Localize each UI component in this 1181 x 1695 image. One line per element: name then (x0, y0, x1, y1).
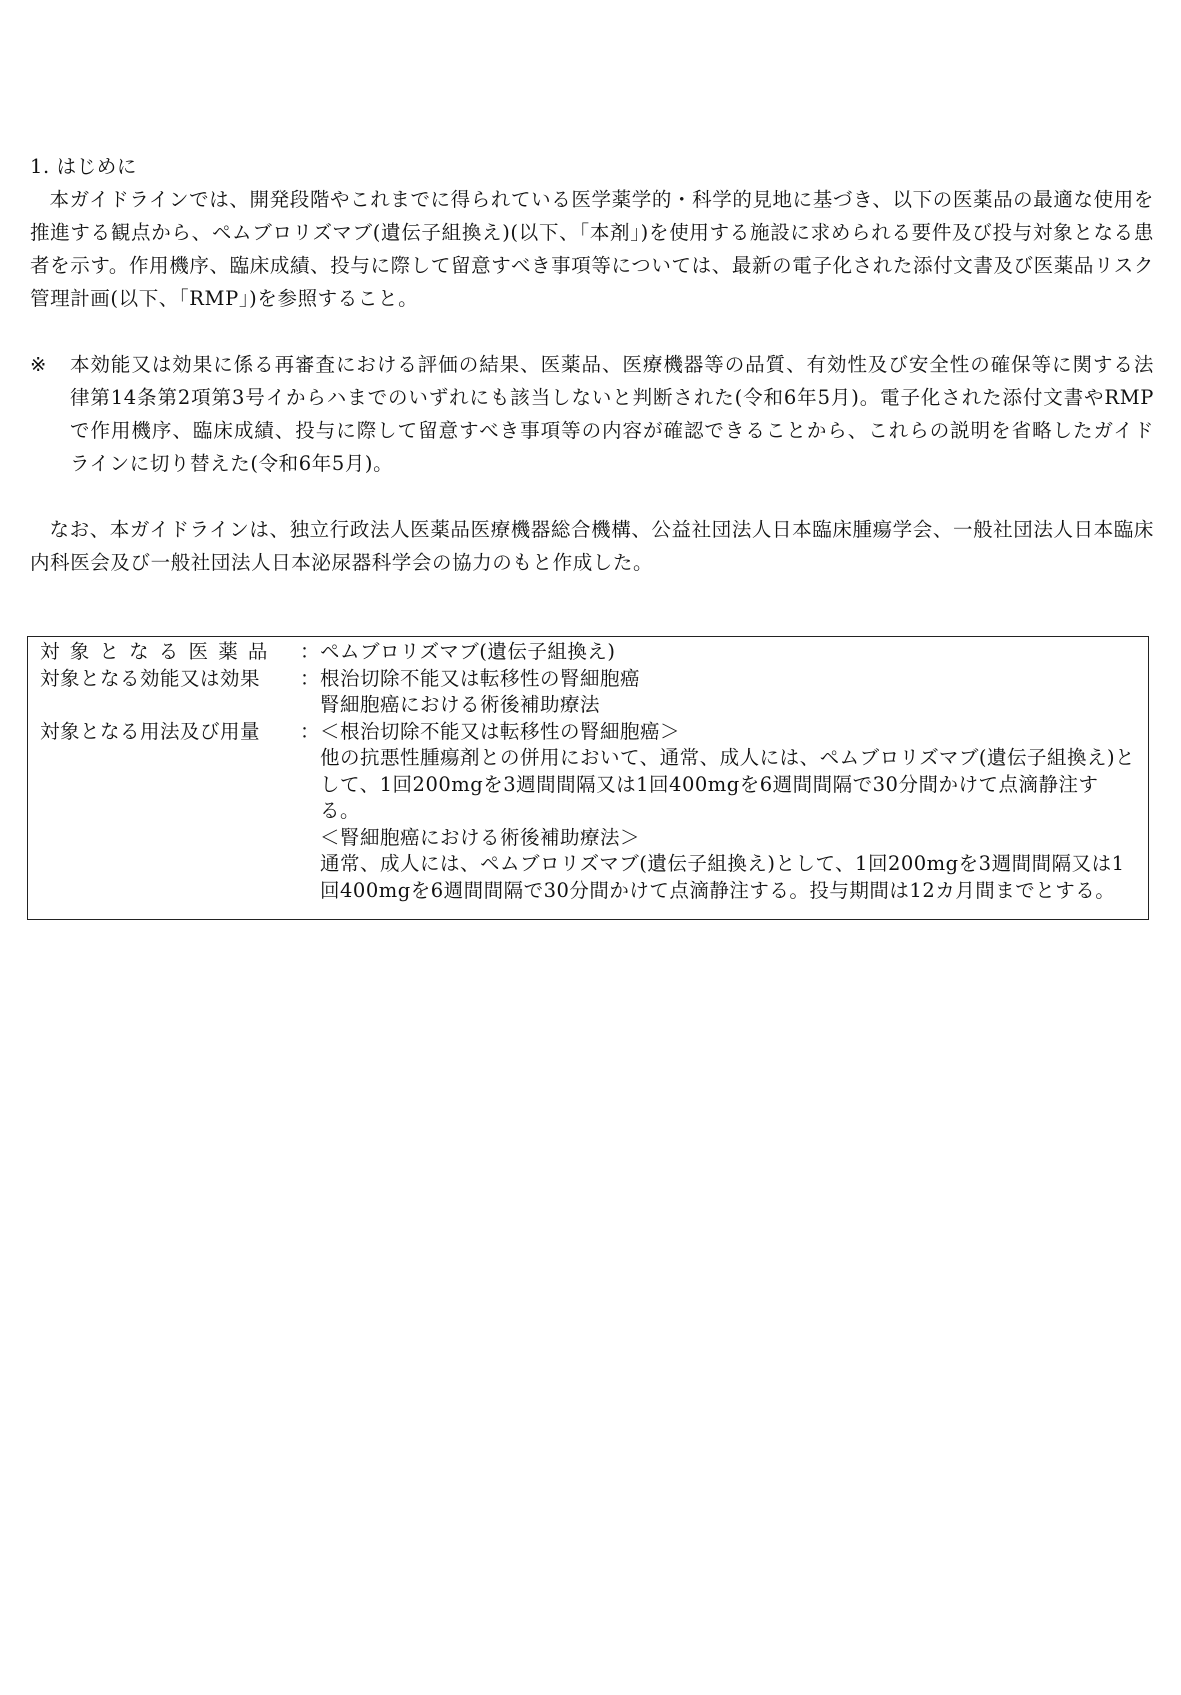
drug-row (40, 639, 1138, 666)
indication-colon: ： (300, 666, 321, 690)
cooperation-paragraph: なお、本ガイドラインは、独立行政法人医薬品医療機器総合機構、公益社団法人日本臨床腫瘍学会、一般社団法人日本臨床内科医会及び一般社団法人日本泌尿器科学会の協力のもと作成した。 (30, 518, 1154, 574)
dosage-label: 対象となる用法及び用量 (40, 719, 261, 743)
dosage-line: ＜腎細胞癌における術後補助療法＞ (320, 825, 641, 849)
section-introduction (30, 150, 1154, 579)
dosage-colon: ： (300, 719, 321, 743)
spacer (30, 480, 1154, 513)
drug-colon: ： (300, 640, 321, 663)
dosage-values (320, 719, 1138, 905)
target-summary-box (27, 636, 1149, 920)
section-heading: 1. はじめに (30, 155, 138, 178)
indication-row (40, 666, 1138, 719)
note-mark: ※ (30, 353, 47, 376)
intro-paragraph: 本ガイドラインでは、開発段階やこれまでに得られている医学薬学的・科学的見地に基づき、以下の医薬品の最適な使用を推進する観点から、ペムブロリズマブ(遺伝子組換え)(以下、「本剤」)を使用する施設に求められる要件及び投与対象となる患者を示す。作用機序、臨床成績、投与に際して留意すべき事項等については、最新の電子化された添付文書及び医薬品リスク管理計画(以下、「RMP」)を参照すること。 (30, 188, 1154, 310)
note-text: 本効能又は効果に係る再審査における評価の結果、医薬品、医療機器等の品質、有効性及び安全性の確保等に関する法律第14条第2項第3号イからハまでのいずれにも該当しないと判断された(令和6年5月)。電子化された添付文書やRMPで作用機序、臨床成績、投与に際して留意すべき事項等の内容が確認できることから、これらの説明を省略したガイドラインに切り替えた(令和6年5月)。 (70, 353, 1154, 475)
dosage-line: 通常、成人には、ペムブロリズマブ(遺伝子組換え)として、1回200mgを3週間間隔又は1回400mgを6週間間隔で30分間かけて点滴静注する。投与期間は12カ月間までとする。 (320, 852, 1125, 902)
indication-line: 根治切除不能又は転移性の腎細胞癌 (320, 666, 641, 690)
drug-label: 対象となる医薬品 (40, 640, 278, 663)
dosage-line: ＜根治切除不能又は転移性の腎細胞癌＞ (320, 719, 681, 743)
spacer (30, 315, 1154, 348)
dosage-line: 他の抗悪性腫瘍剤との併用において、通常、成人には、ペムブロリズマブ(遺伝子組換え)として、1回200mgを3週間間隔又は1回400mgを6週間間隔で30分間かけて点滴静注する。 (320, 746, 1136, 822)
reexamination-note (30, 348, 1154, 480)
indication-values (320, 666, 1138, 719)
drug-value: ペムブロリズマブ(遺伝子組換え) (320, 640, 616, 663)
indication-line: 腎細胞癌における術後補助療法 (320, 693, 601, 716)
indication-label: 対象となる効能又は効果 (40, 666, 261, 690)
dosage-row (40, 719, 1138, 905)
